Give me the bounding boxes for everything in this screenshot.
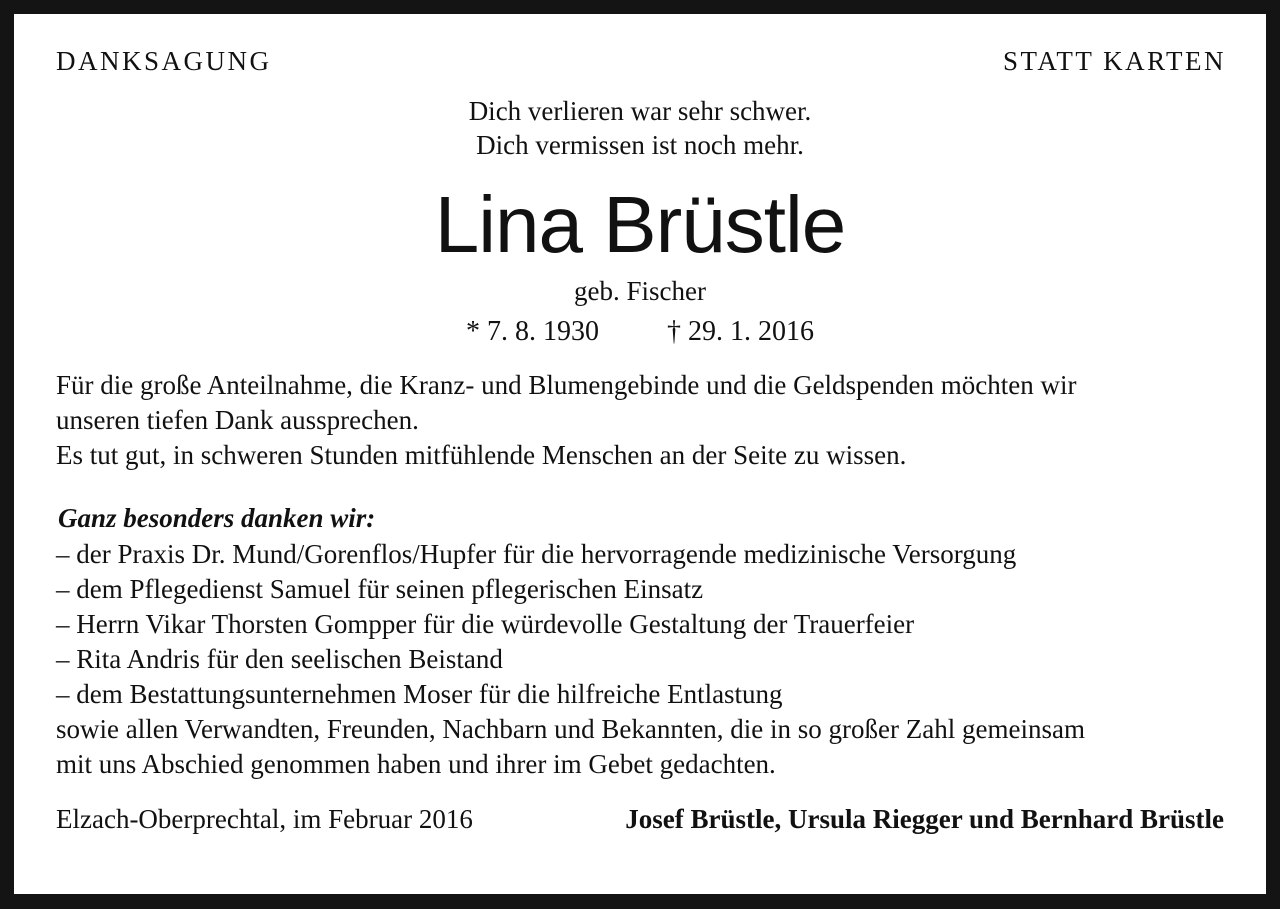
memorial-quote [14,94,1266,162]
closing-line: mit uns Abschied genommen haben und ihrer im Gebet gedachten. [56,749,776,779]
thanks-paragraph [56,368,1236,473]
quote-line-2: Dich vermissen ist noch mehr. [476,130,804,160]
life-dates [14,316,1266,348]
deceased-name: Lina Brüstle [434,180,846,269]
special-thanks-heading: Ganz besonders danken wir: [58,503,376,533]
closing-line: sowie allen Verwandten, Freunden, Nachbarn und Bekannten, die in so großer Zahl gemeinsam [56,714,1085,744]
signatories: Josef Brüstle, Ursula Riegger und Bernhard Brüstle [625,804,1224,834]
list-item: – dem Pflegedienst Samuel für seinen pflegerischen Einsatz [56,574,704,604]
header-danksagung: DANKSAGUNG [56,46,272,76]
obituary-notice [14,14,1266,894]
maiden-name: geb. Fischer [574,276,706,306]
thanks-line: Für die große Anteilnahme, die Kranz- und Blumengebinde und die Geldspenden möchten wir [56,370,1077,400]
quote-line-1: Dich verlieren war sehr schwer. [468,96,812,126]
thanks-line: unseren tiefen Dank aussprechen. [56,405,419,435]
special-thanks-list [56,537,1236,782]
place-and-date: Elzach-Oberprechtal, im Februar 2016 [56,804,473,834]
list-item: – der Praxis Dr. Mund/Gorenflos/Hupfer für die hervorragende medizinische Versorgung [56,539,1017,569]
list-item: – dem Bestattungsunternehmen Moser für die hilfreiche Entlastung [56,679,783,709]
thanks-line: Es tut gut, in schweren Stunden mitfühlende Menschen an der Seite zu wissen. [56,440,907,470]
list-item: – Herrn Vikar Thorsten Gompper für die würdevolle Gestaltung der Trauerfeier [56,609,915,639]
death-date: † 29. 1. 2016 [667,316,814,347]
birth-date: * 7. 8. 1930 [466,316,599,347]
header-statt-karten: STATT KARTEN [1003,46,1226,76]
list-item: – Rita Andris für den seelischen Beistand [56,644,503,674]
